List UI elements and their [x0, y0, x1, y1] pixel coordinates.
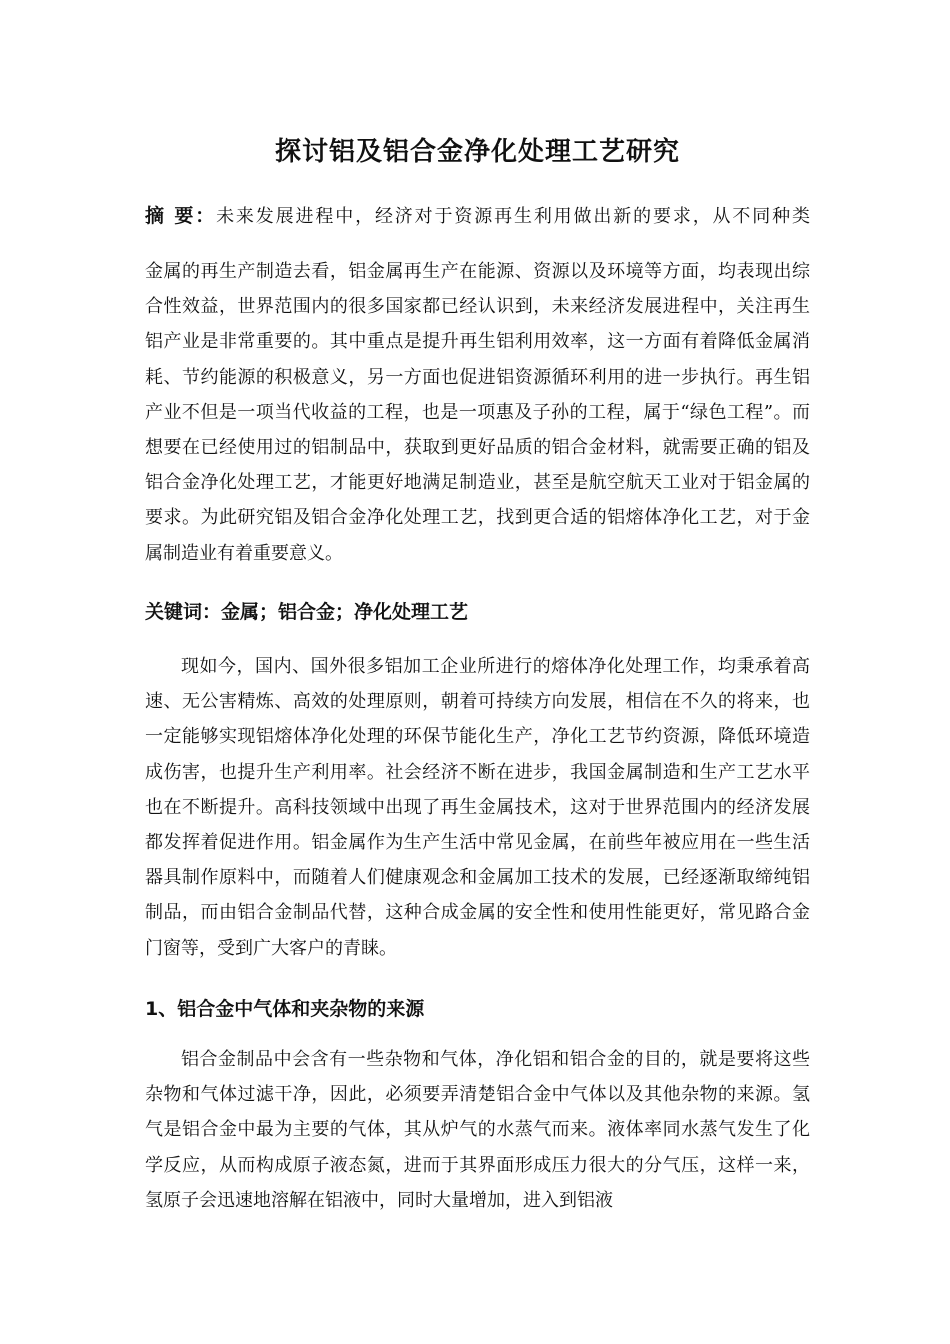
abstract-first-line [145, 199, 810, 254]
abstract-section [145, 199, 810, 571]
section-heading: 1、铝合金中气体和夹杂物的来源 [145, 998, 425, 1020]
intro-paragraph: 现如今，国内、国外很多铝加工企业所进行的熔体净化处理工作，均秉承着高速、无公害精炼、高效的处理原则，朝着可持续方向发展，相信在不久的将来，也一定能够实现铝熔体净化处理的环保节能化生产，净化工艺节约资源，降低环境造成伤害，也提升生产利用率。社会经济不断在进步，我国金属制造和生产工艺水平也在不断提升。高科技领域中出现了再生金属技术，这对于世界范围内的经济发展都发挥着促进作用。铝金属作为生产生活中常见金属，在前些年被应用在一些生活器具制作原料中，而随着人们健康观念和金属加工技术的发展，已经逐渐取缔纯铝制品，而由铝合金制品代替，这种合成金属的安全性和使用性能更好，常见路合金门窗等，受到广大客户的青睐。 [145, 656, 810, 959]
keywords-line: 关键词：金属；铝合金；净化处理工艺 [145, 601, 469, 623]
document-title: 探讨铝及铝合金净化处理工艺研究 [274, 137, 680, 167]
abstract-text: 金属的再生产制造去看，铝金属再生产在能源、资源以及环境等方面，均表现出综合性效益，世界范围内的很多国家都已经认识到，未来经济发展进程中，关注再生铝产业是非常重要的。其中重点是提升再生铝利用效率，这一方面有着降低金属消耗、节约能源的积极意义，另一方面也促进铝资源循环利用的进一步执行。再生铝产业不但是一项当代收益的工程，也是一项惠及子孙的工程，属于“绿色工程”。而想要在已经使用过的铝制品中，获取到更好品质的铝合金材料，就需要正确的铝及铝合金净化处理工艺，才能更好地满足制造业，甚至是航空航天工业对于铝金属的要求。为此研究铝及铝合金净化处理工艺，找到更合适的铝熔体净化工艺，对于金属制造业有着重要意义。 [145, 261, 810, 564]
abstract-first-line-text: 未来发展进程中，经济对于资源再生利用做出新的要求，从不同种类 [216, 206, 810, 227]
abstract-label: 摘 要： [145, 205, 217, 227]
section-paragraph: 铝合金制品中会含有一些杂物和气体，净化铝和铝合金的目的，就是要将这些杂物和气体过滤干净，因此，必须要弄清楚铝合金中气体以及其他杂物的来源。氢气是铝合金中最为主要的气体，其从炉气的水蒸气而来。液体率同水蒸气发生了化学反应，从而构成原子液态氮，进而于其界面形成压力很大的分气压，这样一来，氢原子会迅速地溶解在铝液中，同时大量增加，进入到铝液 [145, 1049, 810, 1211]
